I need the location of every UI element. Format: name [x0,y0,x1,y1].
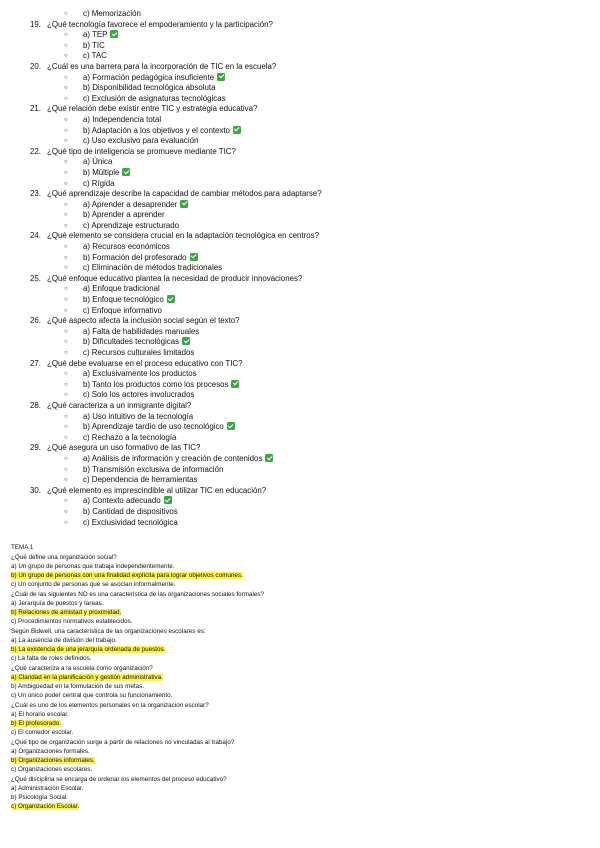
question-text [30,20,590,31]
answer-option [30,73,590,84]
option-text: a) Falta de habilidades manuales [83,326,200,336]
option-text: b) Transmisión exclusiva de información [83,464,224,474]
tema-line [11,710,591,719]
question-item [30,189,590,231]
option-text: a) Uso intuitivo de la tecnología [83,411,194,421]
answer-option [30,295,590,306]
question-text [30,401,590,412]
tema-line [11,553,591,562]
highlighted-answer: b) La existencia de una jerarquía ordenada de puestos. [11,646,166,654]
bullet-icon: ○ [64,74,68,81]
line-text: c) Un conjunto de personas que se asocian informalmente. [11,581,176,589]
line-text: ¿Qué disciplina se encarga de ordenar los elementos del proceso educativo? [11,775,227,783]
tema-line [11,627,591,636]
answer-option [30,518,590,529]
option-text: a) Recursos económicos [83,242,170,252]
check-mark-icon [182,337,190,345]
tema-line [11,608,591,617]
question-item [30,9,590,20]
question-text [30,316,590,327]
option-text: a) Exclusivamente los productos [83,369,197,379]
answer-option [30,496,590,507]
question-label: ¿Qué tecnología favorece el empoderamiento y la participación? [47,19,273,29]
tema-line [11,701,591,710]
option-text: a) Aprender a desaprender [83,199,178,209]
question-item [30,401,590,443]
tema-line [11,775,591,784]
check-mark-icon [190,253,198,261]
question-number: 29. [30,443,41,453]
answer-option [30,200,590,211]
tema-line [11,562,591,571]
option-text: b) Tanto los productos como los procesos [83,379,229,389]
line-text: a) La ausencia de división del trabajo. [11,636,117,644]
question-item [30,147,590,189]
tema-line [11,802,591,811]
bullet-icon: ○ [64,244,68,251]
option-text: c) Solo los actores involucrados [83,390,195,400]
line-text: c) El comedor escolar. [11,729,74,737]
answer-option [30,41,590,52]
tema-line [11,719,591,728]
check-mark-icon [265,454,273,462]
question-label: ¿Qué asegura un uso formativo de las TIC? [47,443,201,453]
bullet-icon: ○ [64,508,68,515]
bullet-icon: ○ [64,307,68,314]
answer-option [30,454,590,465]
question-label: ¿Qué caracteriza a un inmigrante digital? [47,400,192,410]
tema-line [11,673,591,682]
highlighted-answer: b) El profesorado. [11,720,62,728]
answer-option [30,337,590,348]
tema-line [11,654,591,663]
answer-option [30,9,590,20]
question-label: ¿Qué elemento se considera crucial en la adaptación tecnológica en centros? [47,231,319,241]
option-text: b) Dificultades tecnológicas [83,337,180,347]
question-text [30,443,590,454]
question-item [30,486,590,528]
tema-line [11,728,591,737]
option-text: c) Rechazo a la tecnología [83,432,177,442]
tema-line [11,747,591,756]
bullet-icon: ○ [64,381,68,388]
question-number: 27. [30,358,41,368]
option-text: c) Uso exclusivo para evaluación [83,136,199,146]
answer-option [30,412,590,423]
line-text: a) Organizaciones formales. [11,747,90,755]
bullet-icon: ○ [64,116,68,123]
option-text: c) Exclusividad tecnológica [83,517,178,527]
question-number: 23. [30,189,41,199]
answer-option [30,83,590,94]
tema-line [11,590,591,599]
tema-lines [11,553,591,812]
question-item [30,20,590,62]
line-text: ¿Qué tipo de organización surge a partir de relaciones no vinculadas al trabajo? [11,738,235,746]
check-mark-icon [180,200,188,208]
bullet-icon: ○ [64,254,68,261]
question-text [30,231,590,242]
bullet-icon: ○ [64,32,68,39]
answer-option [30,327,590,338]
tema-line [11,571,591,580]
bullet-icon: ○ [64,53,68,60]
question-number: 21. [30,104,41,114]
question-number: 24. [30,231,41,241]
line-text: c) Organizaciones escolares. [11,766,93,774]
answer-option [30,210,590,221]
bullet-icon: ○ [64,455,68,462]
answer-option [30,306,590,317]
answer-option [30,51,590,62]
bullet-icon: ○ [64,392,68,399]
option-text: b) TIC [83,40,105,50]
highlighted-answer: a) Claridad en la planificación y gestión administrativa. [11,673,163,681]
question-list [30,9,590,528]
answer-option [30,221,590,232]
answer-option [30,507,590,518]
option-text: a) Formación pedagógica insuficiente [83,72,215,82]
option-text: a) Única [83,157,113,167]
answer-option [30,433,590,444]
bullet-icon: ○ [64,159,68,166]
line-text: b) Ambigüedad en la formulación de sus metas. [11,683,145,691]
option-text: c) Rígida [83,178,115,188]
bullet-icon: ○ [64,519,68,526]
option-text: c) Aprendizaje estructurado [83,220,180,230]
question-text [30,104,590,115]
highlighted-answer: c) Organización Escolar. [11,803,80,811]
option-text: a) TEP [83,30,108,40]
option-text: b) Aprender a aprender [83,210,165,220]
question-item [30,359,590,401]
line-text: a) Un grupo de personas que trabaja independientemente. [11,562,175,570]
question-label: ¿Qué aspecto afecta la inclusión social según el texto? [47,316,240,326]
answer-option [30,126,590,137]
line-text: c) La falta de roles definidos. [11,655,92,663]
answer-option [30,253,590,264]
line-text: a) Jerarquía de puestos y tareas. [11,599,104,607]
question-text [30,486,590,497]
option-text: a) Análisis de información y creación de contenidos [83,453,263,463]
tema-line [11,645,591,654]
bullet-icon: ○ [64,42,68,49]
answer-option [30,136,590,147]
bullet-icon: ○ [64,477,68,484]
line-text: a) Administración Escolar. [11,784,84,792]
tema-line [11,765,591,774]
highlighted-answer: b) Organizaciones informales. [11,757,95,765]
question-text [30,62,590,73]
check-mark-icon [231,380,239,388]
tema-line [11,617,591,626]
check-mark-icon [217,73,225,81]
line-text: ¿Cuál es uno de los elementos personales en la organización escolar? [11,701,209,709]
option-text: a) Independencia total [83,114,162,124]
tema-section [11,543,591,812]
answer-option [30,242,590,253]
tema-line [11,664,591,673]
check-mark-icon [122,168,130,176]
check-mark-icon [110,30,118,38]
tema-line [11,793,591,802]
question-item [30,316,590,358]
answer-option [30,475,590,486]
option-text: b) Aprendizaje tardío de uso tecnológico [83,422,224,432]
question-text [30,189,590,200]
question-number: 22. [30,146,41,156]
line-text: a) El horario escolar. [11,710,69,718]
question-label: ¿Qué debe evaluarse en el proceso educativo con TIC? [47,358,243,368]
question-item [30,443,590,485]
bullet-icon: ○ [64,201,68,208]
section-title: TEMA 1 [11,544,34,551]
question-label: ¿Cuál es una barrera para la incorporación de TIC en la escuela? [47,61,277,71]
bullet-icon: ○ [64,169,68,176]
answer-option [30,380,590,391]
answer-option [30,157,590,168]
tema-line [11,682,591,691]
option-text: b) Múltiple [83,167,120,177]
option-text: b) Disponibilidad tecnológica absoluta [83,83,216,93]
option-text: b) Enfoque tecnológico [83,295,164,305]
bullet-icon: ○ [64,466,68,473]
highlighted-answer: b) Relaciones de amistad y proximidad. [11,609,122,617]
option-text: c) Eliminación de métodos tradicionales [83,263,223,273]
tema-line [11,580,591,589]
line-text: c) Un único poder central que controla su funcionamiento. [11,692,173,700]
answer-option [30,94,590,105]
question-number: 20. [30,61,41,71]
option-text: b) Adaptación a los objetivos y el contexto [83,125,230,135]
bullet-icon: ○ [64,180,68,187]
answer-option [30,284,590,295]
bullet-icon: ○ [64,85,68,92]
tema-line [11,738,591,747]
option-text: c) Enfoque informativo [83,305,162,315]
question-number: 25. [30,273,41,283]
line-text: ¿Qué caracteriza a la escuela como organización? [11,664,153,672]
option-text: a) Contexto adecuado [83,496,161,506]
option-text: c) Memorización [83,9,141,18]
answer-option [30,30,590,41]
check-mark-icon [164,496,172,504]
option-text: b) Formación del profesorado [83,252,187,262]
bullet-icon: ○ [64,286,68,293]
tema-line [11,691,591,700]
bullet-icon: ○ [64,434,68,441]
question-label: ¿Qué elemento es imprescindible al utilizar TIC en educación? [47,485,267,495]
question-label: ¿Qué aprendizaje describe la capacidad de cambiar métodos para adaptarse? [47,189,322,199]
tema-line [11,599,591,608]
line-text: ¿Qué define una organización social? [11,553,117,561]
bullet-icon: ○ [64,424,68,431]
option-text: c) Dependencia de herramientas [83,475,198,485]
answer-option [30,168,590,179]
bullet-icon: ○ [64,212,68,219]
bullet-icon: ○ [64,339,68,346]
tema-line [11,784,591,793]
line-text: c) Procedimientos normativos establecidos. [11,618,133,626]
highlighted-answer: b) Un grupo de personas con una finalidad explícita para lograr objetivos comunes. [11,572,243,580]
bullet-icon: ○ [64,350,68,356]
question-number: 28. [30,400,41,410]
option-text: c) TAC [83,51,107,61]
bullet-icon: ○ [64,138,68,145]
option-text: c) Recursos culturales limitados [83,348,195,357]
question-item [30,274,590,316]
bullet-icon: ○ [64,371,68,378]
question-label: ¿Qué relación debe existir entre TIC y estrategia educativa? [47,104,258,114]
option-text: c) Exclusión de asignaturas tecnológicas [83,93,226,103]
line-text: b) Psicología Social. [11,794,69,802]
bullet-icon: ○ [64,297,68,304]
answer-option [30,179,590,190]
check-mark-icon [227,422,235,430]
line-text: Según Bidwell, una característica de las organizaciones escolares es: [11,627,206,635]
bullet-icon: ○ [64,95,68,102]
question-label: ¿Qué enfoque educativo plantea la necesidad de producir innovaciones? [47,273,303,283]
bullet-icon: ○ [64,11,68,17]
bullet-icon: ○ [64,222,68,229]
option-text: b) Cantidad de dispositivos [83,506,178,516]
answer-option [30,263,590,274]
bullet-icon: ○ [64,265,68,272]
bullet-icon: ○ [64,413,68,420]
check-mark-icon [233,126,241,134]
question-text [30,147,590,158]
answer-option [30,422,590,433]
option-text: a) Enfoque tradicional [83,284,160,294]
question-label: ¿Qué tipo de inteligencia se promueve mediante TIC? [47,146,236,156]
answer-option [30,369,590,380]
tema-line [11,756,591,765]
answer-option [30,390,590,401]
check-mark-icon [167,295,175,303]
question-text [30,274,590,285]
question-item [30,104,590,146]
bullet-icon: ○ [64,328,68,335]
bullet-icon: ○ [64,498,68,505]
tema-line [11,636,591,645]
answer-option [30,115,590,126]
question-item [30,231,590,273]
question-number: 30. [30,485,41,495]
bullet-icon: ○ [64,127,68,134]
line-text: ¿Cuál de las siguientes NO es una característica de las organizaciones sociales formales? [11,590,265,598]
question-item [30,62,590,104]
answer-option [30,465,590,476]
question-number: 26. [30,316,41,326]
question-text [30,359,590,370]
answer-option [30,348,590,359]
question-number: 19. [30,19,41,29]
